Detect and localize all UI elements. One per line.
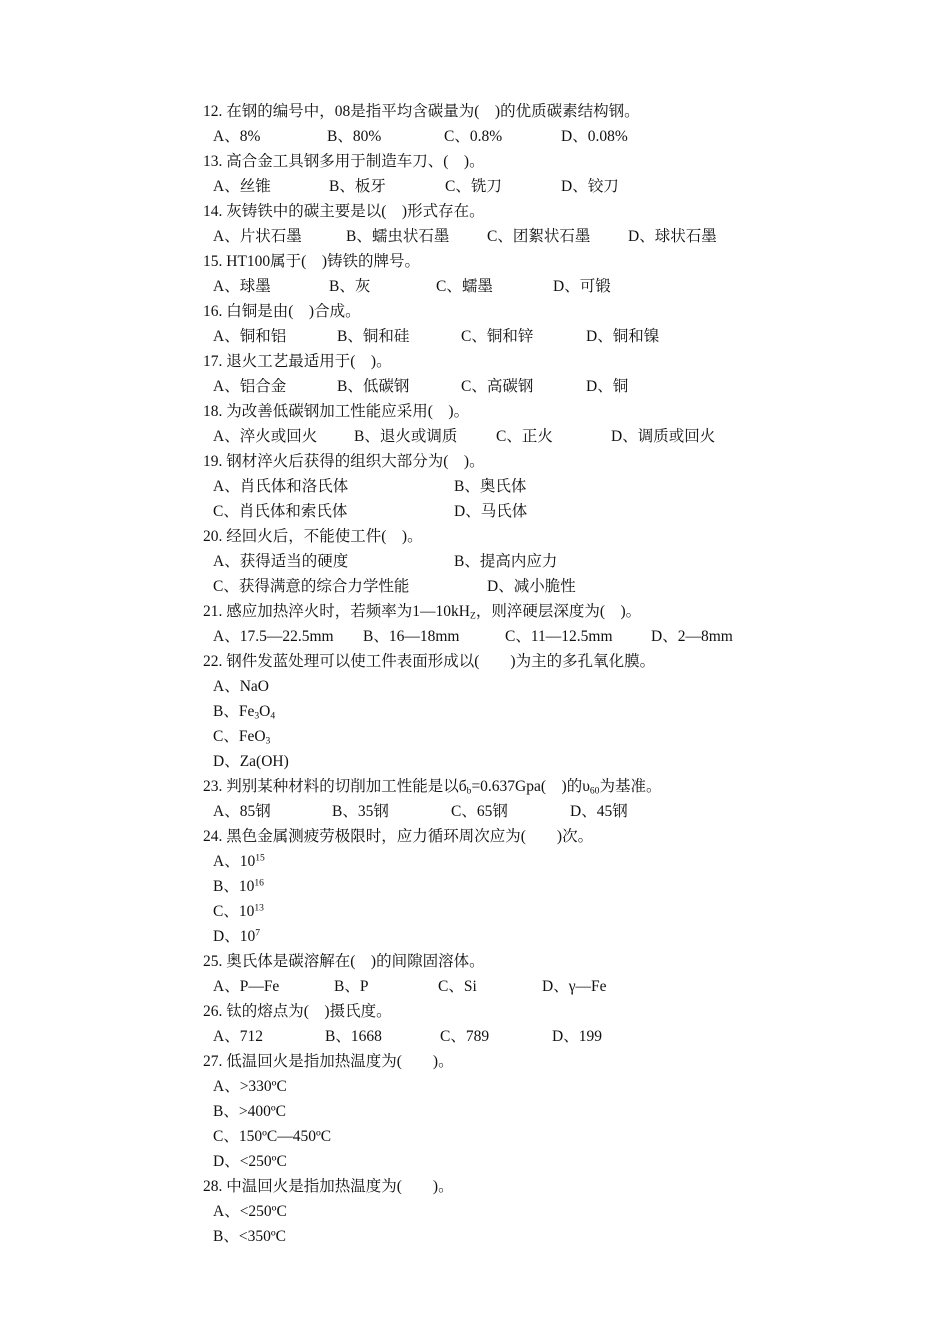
q23-option-d: D、45钢 [570,803,628,820]
q19-option-b: B、奥氏体 [454,478,527,495]
q14-option-b: B、蠕虫状石墨 [346,228,450,245]
question-15-options [213,274,611,299]
q12-option-b: B、80% [327,128,382,145]
q12-option-a: A、8% [213,128,261,145]
q16-option-a: A、铜和铝 [213,328,287,345]
q20-option-b: B、提高内应力 [454,553,558,570]
question-12-options [213,124,628,149]
q21-stem-part-2: ，则淬硬层深度为( )。 [475,603,642,620]
question-28-stem: 28. 中温回火是指加热温度为( )。 [203,1178,454,1195]
q23-option-c: C、65钢 [451,803,508,820]
q17-option-a: A、铝合金 [213,378,287,395]
q23-stem-subscript-60: 60 [589,785,600,797]
q12-option-d: D、0.08% [561,128,628,145]
question-21-stem [203,599,641,624]
q13-option-b: B、板牙 [329,178,386,195]
q27-option-d: D、<250ºC [213,1153,287,1170]
question-22-stem: 22. 钢件发蓝处理可以使工件表面形成以( )为主的多孔氧化膜。 [203,653,656,670]
q14-option-d: D、球状石墨 [628,228,717,245]
q27-option-c: C、150ºC—450ºC [213,1128,332,1145]
q16-option-d: D、铜和镍 [586,328,660,345]
q20-option-d: D、减小脆性 [487,578,576,595]
question-23-stem [203,774,661,799]
q15-option-c: C、蠕墨 [436,278,493,295]
q24-option-d [213,924,260,949]
q24-option-d-exponent: 7 [255,927,260,939]
q13-option-c: C、铣刀 [445,178,502,195]
q21-stem-part-1: 21. 感应加热淬火时，若频率为1—10kH [203,603,470,620]
q18-option-c: C、正火 [496,428,553,445]
question-16-stem: 16. 白铜是由( )合成。 [203,303,361,320]
q26-option-c: C、789 [440,1028,490,1045]
q12-option-c: C、0.8% [444,128,503,145]
q26-option-d: D、199 [552,1028,602,1045]
q27-option-a: A、>330ºC [213,1078,287,1095]
q19-option-a: A、肖氏体和洛氏体 [213,478,349,495]
q25-option-a: A、P—Fe [213,978,280,995]
q24-option-d-base: D、10 [213,928,256,945]
q23-stem-part-1: 23. 判别某种材料的切削加工性能是以б [203,778,467,795]
question-18-stem: 18. 为改善低碳钢加工性能应采用( )。 [203,403,470,420]
q18-option-b: B、退火或调质 [354,428,458,445]
q24-option-a [213,849,265,874]
q20-option-a: A、获得适当的硬度 [213,553,349,570]
question-27-stem: 27. 低温回火是指加热温度为( )。 [203,1053,454,1070]
question-16-options [213,324,660,349]
q24-option-b-base: B、10 [213,878,255,895]
q24-option-a-base: A、10 [213,853,256,870]
question-20-options-row-1 [213,549,558,574]
q25-option-d: D、γ—Fe [542,978,607,995]
q21-option-a: A、17.5—22.5mm [213,628,334,645]
question-13-options [213,174,619,199]
q28-option-a: A、<250ºC [213,1203,287,1220]
q21-option-b: B、16—18mm [363,628,460,645]
q23-option-a: A、85钢 [213,803,271,820]
q27-option-b: B、>400ºC [213,1103,286,1120]
q15-option-a: A、球墨 [213,278,271,295]
q24-option-c-exponent: 13 [254,902,264,914]
question-13-stem: 13. 高合金工具钢多用于制造车刀、( )。 [203,153,485,170]
question-23-options [213,799,628,824]
q21-stem-subscript: Z [469,610,476,622]
q19-option-d: D、马氏体 [454,503,528,520]
q13-option-d: D、铰刀 [561,178,619,195]
q19-option-c: C、肖氏体和索氏体 [213,503,348,520]
q22-option-c: C、FeO$_3$ [213,728,271,747]
q18-option-d: D、调质或回火 [611,428,716,445]
question-25-options [213,974,607,999]
q21-option-c: C、11—12.5mm [505,628,613,645]
q16-option-c: C、铜和锌 [461,328,534,345]
q16-option-b: B、铜和硅 [337,328,410,345]
question-26-stem: 26. 钛的熔点为( )摄氏度。 [203,1003,392,1020]
q24-option-c-base: C、10 [213,903,255,920]
q23-stem-part-2: =0.637Gpa( )的υ [471,778,590,795]
question-19-options-row-1 [213,474,527,499]
q18-option-a: A、淬火或回火 [213,428,318,445]
question-19-options-row-2 [213,499,528,524]
q17-option-d: D、铜 [586,378,629,395]
q21-option-d: D、2—8mm [651,628,733,645]
q23-option-b: B、35钢 [332,803,389,820]
question-24-stem: 24. 黑色金属测疲劳极限时，应力循环周次应为( )次。 [203,828,594,845]
question-26-options [213,1024,602,1049]
q25-option-b: B、P [334,978,369,995]
q24-option-b [213,874,264,899]
q17-option-b: B、低碳钢 [337,378,410,395]
q17-option-c: C、高碳钢 [461,378,534,395]
q24-option-a-exponent: 15 [255,852,265,864]
question-20-stem: 20. 经回火后，不能使工件( )。 [203,528,423,545]
q22-option-a: A、NaO [213,678,269,695]
question-17-stem: 17. 退火工艺最适用于( )。 [203,353,392,370]
q24-option-c [213,899,264,924]
q13-option-a: A、丝锥 [213,178,271,195]
q26-option-a: A、712 [213,1028,263,1045]
q22-option-b: B、$Fe_3O_4$ [213,703,276,722]
question-14-options [213,224,717,249]
question-21-options [213,624,733,649]
question-25-stem: 25. 奥氏体是碳溶解在( )的间隙固溶体。 [203,953,485,970]
q26-option-b: B、1668 [325,1028,382,1045]
question-20-options-row-2 [213,574,576,599]
q20-option-c: C、获得满意的综合力学性能 [213,578,410,595]
q28-option-b: B、<350ºC [213,1228,286,1245]
question-15-stem: 15. HT100属于( )铸铁的牌号。 [203,253,420,270]
question-12-stem: 12. 在钢的编号中，08是指平均含碳量为( )的优质碳素结构钢。 [203,103,640,120]
q14-option-a: A、片状石墨 [213,228,302,245]
q15-option-d: D、可锻 [553,278,611,295]
question-17-options [213,374,629,399]
question-19-stem: 19. 钢材淬火后获得的组织大部分为( )。 [203,453,485,470]
q14-option-c: C、团絮状石墨 [487,228,591,245]
question-14-stem: 14. 灰铸铁中的碳主要是以( )形式存在。 [203,203,485,220]
q23-stem-subscript-b: b [466,785,472,797]
q15-option-b: B、灰 [329,278,371,295]
q22-option-d: D、Za(OH) [213,753,289,770]
question-18-options [213,424,716,449]
q23-stem-part-3: 为基准。 [599,778,662,795]
q24-option-b-exponent: 16 [254,877,264,889]
q25-option-c: C、Si [438,978,477,995]
